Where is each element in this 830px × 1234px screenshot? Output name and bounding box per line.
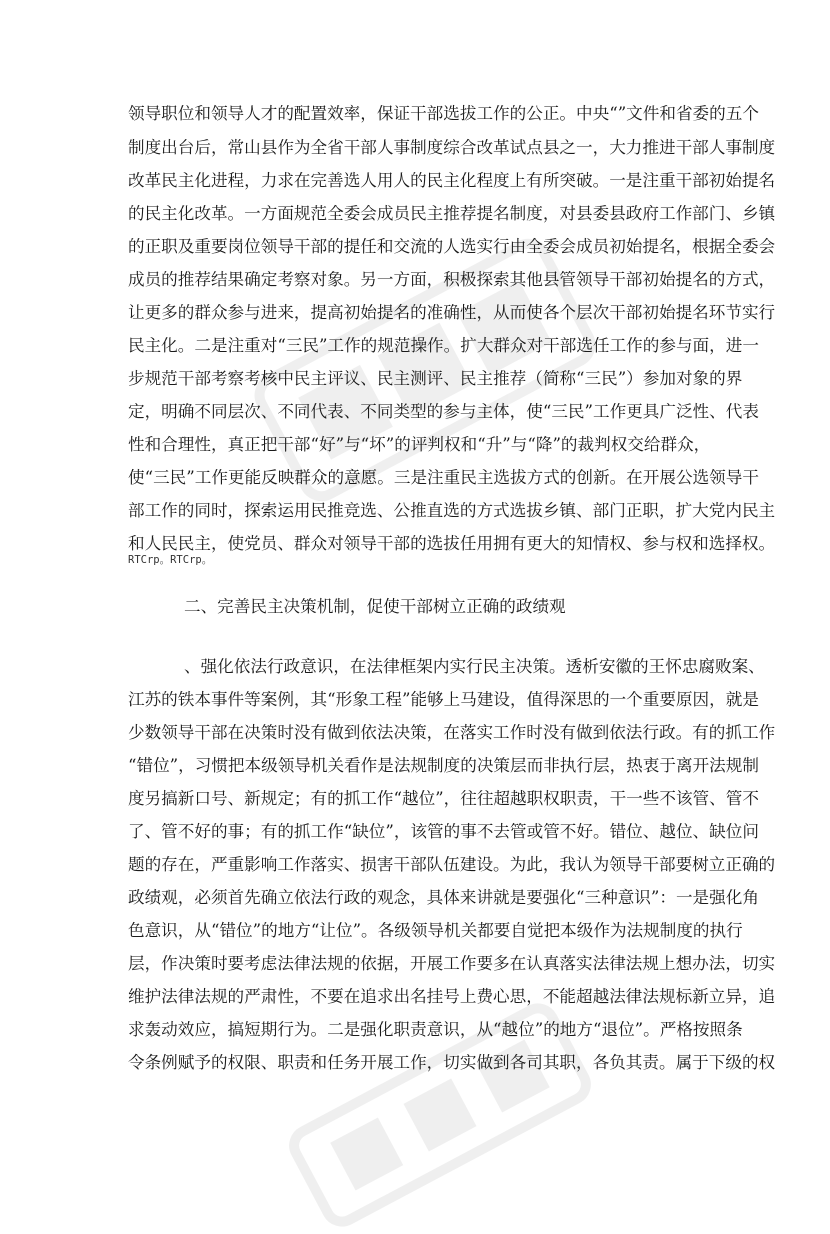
paragraph-line: 改革民主化进程，力求在完善选人用人的民主化程度上有所突破。一是注重干部初始提名 <box>128 171 776 190</box>
paragraph-line: 成员的推荐结果确定考察对象。另一方面，积极探索其他县管领导干部初始提名的方式， <box>128 270 776 289</box>
paragraph-line: 层，作决策时要考虑法律法规的依据，开展工作要多在认真落实法律法规上想办法，切实 <box>128 954 776 973</box>
paragraph-line: 性和合理性，真正把干部“好”与“坏”的评判权和“升”与“降”的裁判权交给群众， <box>128 435 711 454</box>
paragraph-line: 求轰动效应，搞短期行为。二是强化职责意识，从“越位”的地方“退位”。严格按照条 <box>128 1020 743 1039</box>
paragraph-line: 政绩观，必须首先确立依法行政的观念，具体来讲就是要强化“三种意识”：一是强化角 <box>128 888 759 907</box>
paragraph-line: 江苏的铁本事件等案例，其“形象工程”能够上马建设，值得深思的一个重要原因，就是 <box>128 690 759 709</box>
paragraph-line: 的正职及重要岗位领导干部的提任和交流的人选实行由全委会成员初始提名，根据全委会 <box>128 237 776 256</box>
paragraph-line: 了、管不好的事；有的抓工作“缺位”，该管的事不去管或管不好。错位、越位、缺位问 <box>128 822 759 841</box>
paragraph-line: 民主化。二是注重对“三民”工作的规范操作。扩大群众对干部选任工作的参与面，进一 <box>128 336 759 355</box>
paragraph-line: 色意识，从“错位”的地方“让位”。各级领导机关都要自觉把本级作为法规制度的执行 <box>128 921 743 940</box>
paragraph-line: 制度出台后，常山县作为全省干部人事制度综合改革试点县之一，大力推进干部人事制度 <box>128 138 776 157</box>
paragraph-line: 令条例赋予的权限、职责和任务开展工作，切实做到各司其职，各负其责。属于下级的权 <box>128 1053 776 1072</box>
paragraph-line: 部工作的同时，探索运用民推竞选、公推直选的方式选拔乡镇、部门正职，扩大党内民主 <box>128 501 776 520</box>
footnote-text: RTCrp。RTCrp。 <box>128 554 213 566</box>
paragraph-line: 领导职位和领导人才的配置效率，保证干部选拔工作的公正。中央“”文件和省委的五个 <box>128 104 759 123</box>
paragraph-line: 让更多的群众参与进来，提高初始提名的准确性，从而使各个层次干部初始提名环节实行 <box>128 303 776 322</box>
paragraph-line: 维护法律法规的严肃性，不要在追求出名挂号上费心思，不能超越法律法规标新立异，追 <box>128 987 776 1006</box>
paragraph-line: 少数领导干部在决策时没有做到依法决策，在落实工作时没有做到依法行政。有的抓工作 <box>128 723 776 742</box>
paragraph-line: 、强化依法行政意识，在法律框架内实行民主决策。透析安徽的王怀忠腐败案、 <box>184 657 765 676</box>
paragraph-line: 定，明确不同层次、不同代表、不同类型的参与主体，使“三民”工作更具广泛性、代表 <box>128 402 759 421</box>
paragraph-line: 步规范干部考察考核中民主评议、民主测评、民主推荐（简称“三民”）参加对象的界 <box>128 369 743 388</box>
paragraph-line: 使“三民”工作更能反映群众的意愿。三是注重民主选拔方式的创新。在开展公选领导干 <box>128 468 759 487</box>
paragraph-line: “错位”，习惯把本级领导机关看作是法规制度的决策层而非执行层，热衷于离开法规制 <box>128 756 759 775</box>
paragraph-line: 和人民民主，使党员、群众对领导干部的选拔任用拥有更大的知情权、参与权和选择权。 <box>128 534 776 553</box>
section-heading: 二、完善民主决策机制，促使干部树立正确的政绩观 <box>184 597 566 616</box>
paragraph-line: 题的存在，严重影响工作落实、损害干部队伍建设。为此，我认为领导干部要树立正确的 <box>128 855 776 874</box>
paragraph-line: 度另搞新口号、新规定；有的抓工作“越位”，往往超越职权职责，干一些不该管、管不 <box>128 789 759 808</box>
paragraph-line: 的民主化改革。一方面规范全委会成员民主推荐提名制度，对县委县政府工作部门、乡镇 <box>128 204 776 223</box>
